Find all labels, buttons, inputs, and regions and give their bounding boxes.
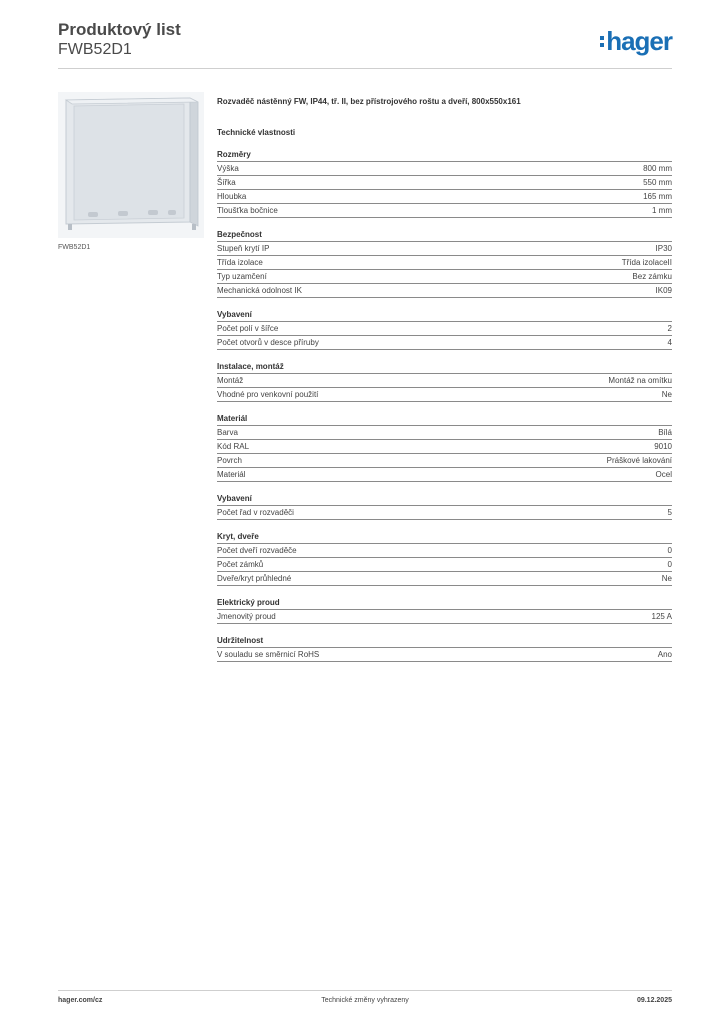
spec-label: Počet zámků [217,560,264,569]
spec-value: Ano [657,650,672,659]
spec-label: Šířka [217,178,236,187]
spec-value: IP30 [655,244,672,253]
logo-dots-icon [600,36,604,47]
spec-value: 2 [667,324,672,333]
spec-section [217,635,672,662]
spec-row [217,426,672,440]
spec-row [217,190,672,204]
section-title: Vybavení [217,493,672,506]
specs-sections [217,149,672,662]
section-title: Materiál [217,413,672,426]
spec-value: Třída izolaceII [621,258,672,267]
spec-section [217,309,672,350]
spec-label: Jmenovitý proud [217,612,276,621]
spec-section [217,229,672,298]
product-description: Rozvaděč nástěnný FW, IP44, tř. II, bez přístrojového roštu a dveří, 800x550x161 [217,97,521,106]
spec-label: Hloubka [217,192,247,201]
spec-value: Ocel [655,470,672,479]
spec-row [217,454,672,468]
product-code: FWB52D1 [58,41,132,58]
spec-label: Materiál [217,470,246,479]
spec-row [217,374,672,388]
spec-value: 5 [667,508,672,517]
spec-row [217,242,672,256]
spec-row [217,648,672,662]
spec-row [217,506,672,520]
spec-row [217,388,672,402]
spec-row [217,204,672,218]
spec-row [217,544,672,558]
spec-label: Stupeň krytí IP [217,244,270,253]
spec-value: IK09 [655,286,672,295]
spec-row [217,440,672,454]
spec-value: 9010 [654,442,672,451]
spec-value: 550 mm [643,178,672,187]
spec-label: Počet dveří rozvaděče [217,546,297,555]
spec-row [217,284,672,298]
spec-label: Výška [217,164,239,173]
header [58,20,181,60]
spec-row [217,162,672,176]
spec-label: Počet řad v rozvaděči [217,508,294,517]
spec-label: Barva [217,428,238,437]
page-title: Produktový list [58,20,181,39]
spec-value: 800 mm [643,164,672,173]
spec-row [217,336,672,350]
logo-text: hager [606,26,672,56]
spec-value: Práškové lakování [606,456,672,465]
spec-value: Ne [661,390,672,399]
hager-logo [600,28,672,54]
spec-row [217,468,672,482]
section-title: Kryt, dveře [217,531,672,544]
spec-label: Třída izolace [217,258,263,267]
technical-properties-heading: Technické vlastnosti [217,128,296,137]
footer-divider [58,990,672,991]
section-title: Udržitelnost [217,635,672,648]
spec-row [217,270,672,284]
spec-value: 125 A [651,612,672,621]
section-title: Instalace, montáž [217,361,672,374]
spec-row [217,610,672,624]
section-title: Rozměry [217,149,672,162]
spec-row [217,322,672,336]
product-details [217,96,672,662]
section-title: Vybavení [217,309,672,322]
spec-label: Typ uzamčení [217,272,267,281]
product-image-caption: FWB52D1 [58,244,91,251]
spec-label: Mechanická odolnost IK [217,286,302,295]
section-title: Bezpečnost [217,229,672,242]
spec-section [217,361,672,402]
footer-note: Technické změny vyhrazeny [321,997,409,1004]
spec-section [217,597,672,624]
spec-row [217,176,672,190]
spec-label: Počet polí v šířce [217,324,279,333]
spec-row [217,558,672,572]
spec-label: Počet otvorů v desce příruby [217,338,319,347]
spec-row [217,256,672,270]
spec-label: Tloušťka bočnice [217,206,278,215]
header-divider [58,68,672,69]
spec-label: Montáž [217,376,244,385]
footer-date: 09.12.2025 [636,997,672,1004]
spec-label: Povrch [217,456,242,465]
spec-value: Bílá [658,428,672,437]
spec-label: Dveře/kryt průhledné [217,574,292,583]
spec-value: Ne [661,574,672,583]
product-image [58,92,204,238]
spec-label: Kód RAL [217,442,250,451]
spec-section [217,531,672,586]
spec-label: Vhodné pro venkovní použití [217,390,319,399]
spec-row [217,572,672,586]
spec-value: 4 [667,338,672,347]
spec-value: Montáž na omítku [608,376,672,385]
spec-value: 0 [667,560,672,569]
footer-website[interactable]: hager.com/cz [58,997,103,1004]
section-title: Elektrický proud [217,597,672,610]
spec-value: Bez zámku [632,272,672,281]
spec-section [217,493,672,520]
spec-value: 165 mm [643,192,672,201]
spec-section [217,413,672,482]
spec-value: 1 mm [652,206,672,215]
spec-value: 0 [667,546,672,555]
spec-section [217,149,672,218]
spec-label: V souladu se směrnicí RoHS [217,650,320,659]
